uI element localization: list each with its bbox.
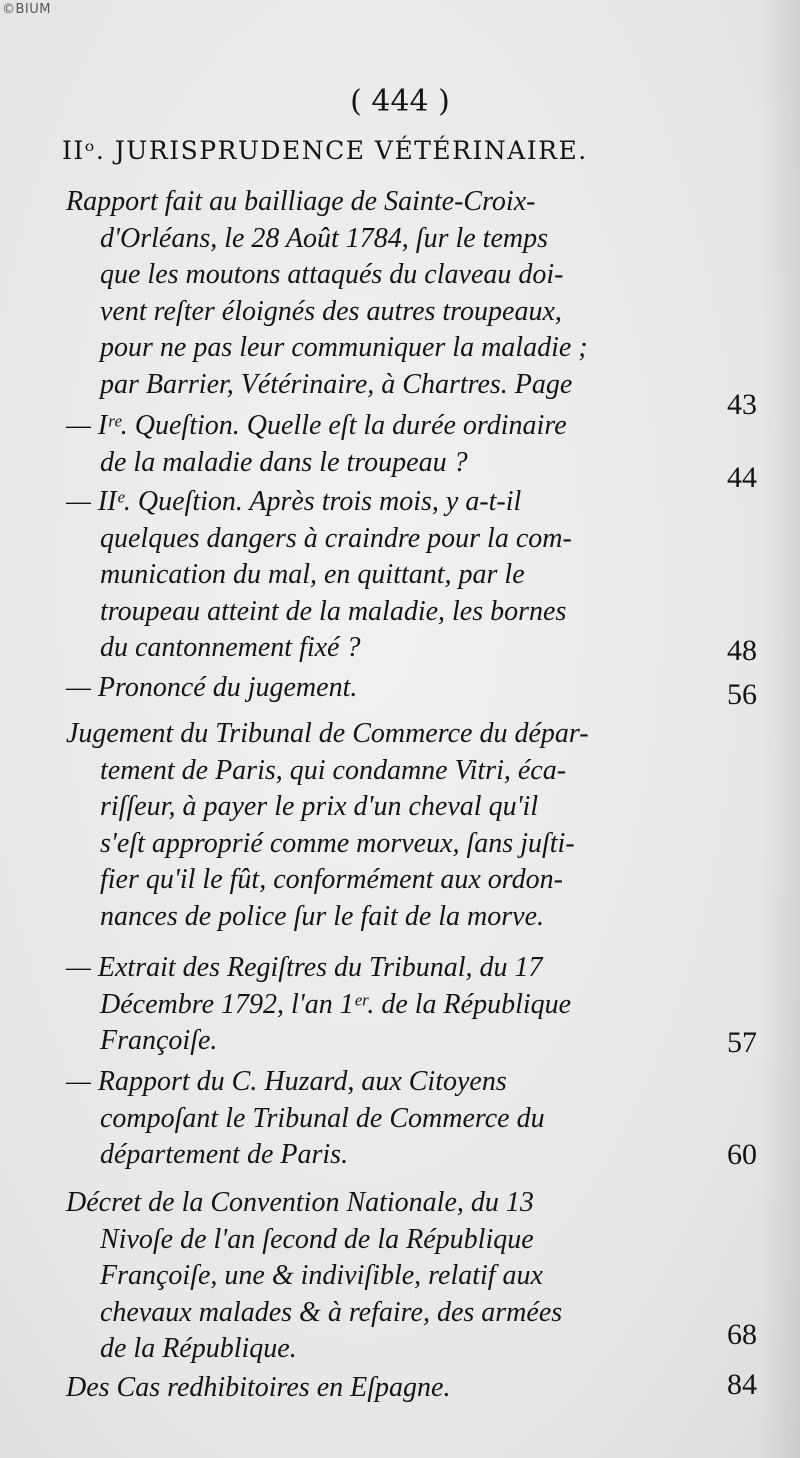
toc-entry-9-line-1: Des Cas redhibitoires en Eſpagne. (66, 1372, 451, 1403)
toc-entry-5-line-4: s'eſt approprié comme morveux, ſans juſti- (100, 827, 575, 859)
page-edge-shadow (760, 0, 800, 1458)
page-number: ( 444 ) (350, 84, 450, 119)
section-heading: IIᵒ. JURISPRUDENCE VÉTÉRINAIRE. (62, 136, 588, 165)
toc-entry-7-line-3: département de Paris. (100, 1139, 349, 1171)
toc-entry-4-line-1: — Prononcé du jugement. (66, 672, 358, 703)
toc-entry-1-line-3: que les moutons attaqués du claveau doi- (100, 259, 564, 291)
toc-entry-8-line-4: chevaux malades & à refaire, des armées (100, 1296, 563, 1328)
toc-entry-8-page: 68 (727, 1318, 757, 1351)
watermark: ©BIUM (2, 2, 51, 17)
toc-entry-1-line-1: Rapport fait au bailliage de Sainte-Croix- (66, 186, 536, 217)
toc-entry-5-line-6: nances de police ſur le fait de la morve. (100, 901, 544, 932)
toc-entry-8-line-1: Décret de la Convention Nationale, du 13 (66, 1187, 534, 1218)
toc-entry-5-line-2: tement de Paris, qui condamne Vitri, éca- (100, 754, 567, 786)
toc-entry-9-page: 84 (727, 1368, 757, 1401)
toc-entry-5-line-5: fier qu'il le fût, conformément aux ordon- (100, 864, 563, 896)
toc-entry-3-page: 48 (727, 634, 757, 667)
toc-entry-1-page: 43 (727, 388, 757, 421)
toc-entry-3-line-3: munication du mal, en quittant, par le (100, 559, 525, 591)
toc-entry-1-line-5: pour ne pas leur communiquer la maladie ; (100, 332, 588, 364)
toc-entry-2-line-2: de la maladie dans le troupeau ? (100, 446, 468, 478)
toc-entry-7-page: 60 (727, 1138, 757, 1171)
toc-entry-4-page: 56 (727, 678, 757, 711)
toc-entry-6-page: 57 (727, 1026, 757, 1059)
toc-entry-2-page: 44 (727, 461, 757, 494)
toc-entry-6-line-1: — Extrait des Regiſtres du Tribunal, du 17 (66, 952, 543, 983)
toc-entry-1-line-6: par Barrier, Vétérinaire, à Chartres. Page (100, 369, 573, 400)
toc-entry-2-line-1: — Iʳᵉ. Queſtion. Quelle eſt la durée ordinaire (66, 410, 567, 441)
toc-entry-6-line-2: Décembre 1792, l'an 1ᵉʳ. de la République (100, 988, 572, 1020)
toc-entry-6-line-3: Françoiſe. (100, 1025, 218, 1057)
toc-entry-7-line-2: compoſant le Tribunal de Commerce du (100, 1102, 545, 1134)
toc-entry-8-line-5: de la République. (100, 1333, 297, 1365)
toc-entry-3-line-4: troupeau atteint de la maladie, les bornes (100, 595, 567, 627)
toc-entry-5-line-3: riſſeur, à payer le prix d'un cheval qu'il (100, 791, 539, 823)
toc-entry-3-line-1: — IIᵉ. Queſtion. Après trois mois, y a-t-il (66, 486, 522, 517)
toc-entry-1-line-4: vent reſter éloignés des autres troupeaux, (100, 295, 562, 327)
toc-entry-8-line-2: Nivoſe de l'an ſecond de la République (100, 1223, 534, 1255)
toc-entry-7-line-1: — Rapport du C. Huzard, aux Citoyens (66, 1066, 507, 1097)
toc-entry-8-line-3: Françoiſe, une & indiviſible, relatif aux (100, 1260, 543, 1292)
toc-entry-3-line-5: du cantonnement fixé ? (100, 632, 361, 664)
toc-entry-3-line-2: quelques dangers à craindre pour la com- (100, 522, 572, 554)
toc-entry-1-line-2: d'Orléans, le 28 Août 1784, ſur le temps (100, 222, 548, 254)
toc-entry-5-line-1: Jugement du Tribunal de Commerce du dépar- (66, 718, 589, 749)
